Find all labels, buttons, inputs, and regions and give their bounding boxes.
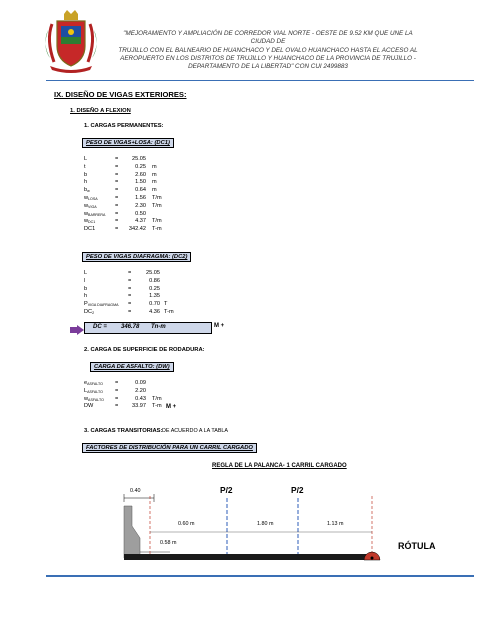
dc1-table	[84, 156, 204, 234]
param-value: 0.25	[149, 285, 160, 292]
dim-1-80-label: 1.80 m	[257, 521, 274, 527]
param-value: 0.09	[135, 380, 146, 386]
param-symbol: $w_{DC1}$	[84, 218, 96, 225]
param-equals: =	[128, 301, 132, 308]
param-value: 1.50	[135, 179, 146, 186]
load-p1-label: P/2	[220, 485, 233, 495]
param-equals: =	[128, 277, 132, 284]
param-symbol: $P_{VIGA DIAFRAGMA}$	[84, 301, 119, 308]
param-value: 1.56	[135, 194, 146, 201]
param-row	[84, 195, 204, 203]
param-equals: =	[115, 395, 119, 402]
param-value: 1.35	[149, 293, 160, 300]
param-value: 0.70	[149, 301, 160, 308]
param-row	[84, 301, 204, 309]
param-unit: T/m	[152, 194, 162, 201]
param-value: 0.86	[149, 277, 160, 284]
param-value: 33.97	[132, 403, 146, 410]
lever-rule-diagram	[110, 478, 450, 570]
param-equals: =	[115, 202, 119, 209]
param-equals: =	[128, 270, 132, 276]
param-unit: m	[152, 179, 157, 186]
param-equals: =	[128, 308, 132, 315]
param-equals: =	[115, 218, 119, 225]
footer-divider	[46, 575, 474, 577]
header-line-3: AEROPUERTO EN LOS DISTRITOS DE TRUJILLO Y HUANCHACO DE LA PROVINCIA DE TRUJILLO -	[120, 54, 416, 62]
param-symbol: $b_w$	[84, 187, 90, 194]
param-value: 25.05	[146, 270, 160, 276]
header-line-1: "MEJORAMIENTO Y AMPLIACIÓN DE CORREDOR VIAL NORTE - OESTE DE 9.52 KM QUE UNE LA CIUDAD DE	[123, 30, 413, 46]
param-symbol: DC1	[84, 226, 96, 233]
param-unit: T-m	[164, 308, 174, 315]
param-row	[84, 293, 204, 301]
dw-box: CARGA DE ASFALTO: (DW)	[90, 362, 174, 372]
param-symbol: h	[84, 293, 88, 300]
param-symbol: b	[84, 285, 88, 292]
param-symbol: $DC_2$	[84, 308, 95, 315]
param-value: 0.25	[135, 163, 146, 170]
dc2-table	[84, 270, 204, 317]
param-unit: m	[152, 163, 157, 170]
param-equals: =	[115, 187, 119, 194]
distribution-factors-box: FACTORES DE DISTRIBUCIÓN PARA UN CARRIL CARGADO	[82, 443, 257, 453]
param-unit: T	[164, 301, 168, 308]
param-symbol: $L_{ASFALTO}$	[84, 387, 103, 394]
param-equals: =	[115, 179, 119, 186]
param-value: 25.05	[132, 156, 146, 162]
param-equals: =	[115, 226, 119, 233]
param-row	[84, 218, 204, 226]
dc-total-label: DC =	[93, 324, 107, 330]
param-row	[84, 278, 204, 286]
dw-table	[84, 380, 204, 411]
param-symbol: $w_{VIGA}$	[84, 202, 97, 209]
coat-of-arms-logo	[40, 10, 102, 76]
cargas-permanentes-heading: 1. CARGAS PERMANENTES:	[84, 123, 164, 129]
param-row	[84, 388, 204, 396]
param-equals: =	[115, 171, 119, 178]
dc-total-value: 346.78	[121, 324, 140, 330]
param-row	[84, 187, 204, 195]
subsection-title: 1. DISEÑO A FLEXION	[70, 108, 131, 114]
param-unit: T/m	[152, 202, 162, 209]
param-row	[84, 203, 204, 211]
param-row	[84, 309, 204, 317]
param-symbol: DW	[84, 403, 94, 410]
param-value: 0.50	[135, 210, 146, 217]
hinge-label: RÓTULA	[398, 541, 436, 551]
param-value: 2.20	[135, 387, 146, 394]
arrow-right-icon	[70, 322, 84, 340]
dim-0-60-label: 0.60 m	[178, 521, 195, 527]
param-symbol: $w_{LOSA}$	[84, 194, 98, 201]
param-equals: =	[115, 403, 119, 410]
param-equals: =	[115, 380, 119, 386]
param-unit: T-m	[152, 226, 162, 233]
param-row	[84, 226, 204, 234]
dc-moment-sign: M +	[214, 323, 225, 329]
param-value: 2.30	[135, 202, 146, 209]
param-symbol: t	[84, 163, 86, 170]
cargas-transitorias-note: DE ACUERDO A LA TABLA	[162, 428, 229, 434]
param-equals: =	[128, 285, 132, 292]
cargas-transitorias-heading: 3. CARGAS TRANSITORIAS:	[84, 428, 163, 434]
param-symbol: $w_{BARRERA}$	[84, 210, 106, 217]
param-row	[84, 211, 204, 219]
dw-moment-sign: M +	[166, 404, 177, 410]
dim-width-label: 0.40	[130, 488, 141, 494]
header-line-2: TRUJILLO CON EL BALNEARIO DE HUANCHACO Y DEL OVALO HUANCHACO HASTA EL ACCESO AL	[118, 46, 418, 54]
param-equals: =	[115, 156, 119, 162]
header-line-4: DEPARTAMENTO DE LA LIBERTAD" CON CUI 2499883	[188, 63, 348, 71]
param-unit: T/m	[152, 218, 162, 225]
param-row	[84, 396, 204, 404]
param-row	[84, 286, 204, 294]
param-value: 0.64	[135, 187, 146, 194]
param-unit: T/m	[152, 395, 162, 402]
project-header	[118, 30, 418, 71]
carga-superficie-heading: 2. CARGA DE SUPERFICIE DE RODADURA:	[84, 347, 205, 353]
param-value: 4.36	[149, 308, 160, 315]
load-p2-label: P/2	[291, 485, 304, 495]
param-symbol: $e_{ASFALTO}$	[84, 380, 103, 386]
param-unit: T-m	[152, 403, 162, 410]
param-symbol: l	[84, 277, 86, 284]
param-row	[84, 156, 204, 164]
dc-total-unit: Tn-m	[151, 324, 166, 330]
diagram-title: REGLA DE LA PALANCA- 1 CARRIL CARGADO	[212, 463, 347, 469]
param-equals: =	[115, 210, 119, 217]
param-row	[84, 179, 204, 187]
dc1-box: PESO DE VIGAS+LOSA: (DC1)	[82, 138, 174, 148]
param-row	[84, 380, 204, 388]
param-equals: =	[115, 387, 119, 394]
param-unit: m	[152, 171, 157, 178]
param-unit: m	[152, 187, 157, 194]
param-equals: =	[128, 293, 132, 300]
param-symbol: L	[84, 156, 88, 162]
param-value: 2.60	[135, 171, 146, 178]
section-title: IX. DISEÑO DE VIGAS EXTERIORES:	[54, 90, 187, 99]
param-value: 4.37	[135, 218, 146, 225]
param-row	[84, 403, 204, 411]
dc2-box: PESO DE VIGAS DIAFRAGMA: (DC2)	[82, 252, 191, 262]
dc-total-box	[84, 322, 212, 334]
header-divider	[46, 80, 474, 81]
param-row	[84, 270, 204, 278]
param-row	[84, 172, 204, 180]
param-value: 0.43	[135, 395, 146, 402]
param-equals: =	[115, 194, 119, 201]
param-value: 342.42	[128, 226, 146, 233]
param-row	[84, 164, 204, 172]
param-symbol: b	[84, 171, 88, 178]
dim-1-13-label: 1.13 m	[327, 521, 344, 527]
param-symbol: h	[84, 179, 88, 186]
param-symbol: L	[84, 270, 88, 276]
param-equals: =	[115, 163, 119, 170]
dim-0-58-label: 0.58 m	[160, 540, 177, 546]
param-symbol: $w_{ASFALTO}$	[84, 395, 104, 402]
